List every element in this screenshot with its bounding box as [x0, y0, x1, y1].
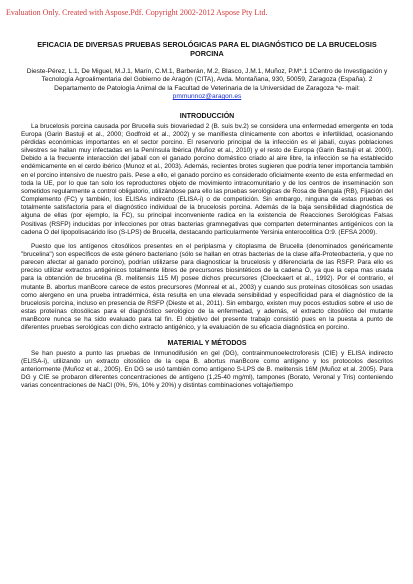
intro-heading: INTRODUCCIÓN [179, 112, 235, 120]
contact-email-link[interactable]: pmmunnoz@aragon.es [172, 93, 242, 101]
intro-paragraph-1: La brucelosis porcina causada por Brucella suis biovariedad 2 (B. suis bv.2) se considera una enfermedad emergente en toda Europa (Garin Bastuji et al., 2000; Godfroid et al., 2002) y se manifiesta clínicamente con abortos e infertilidad, ocasionando pérdidas económicas importantes en el sector porcino. El reservorio principal de la infección es el jabalí, cuyas poblaciones silvestres se hallan muy infectadas en la Península Ibérica (Muñoz et al., 2010) y el resto de Europa (Garin Bastuji et al. 2000). Debido a la frecuente interacción del jabalí con el ganado porcino doméstico criado al aire libre, la infección se ha establecido endémicamente en el cerdo ibérico (Munoz et al., 2003). Además, recientes brotes sugieren que podría tener importancia también en el porcino intensivo de nuestro país. Pese a ello, el ganado porcino es considerado oficialmente exento de esta enfermedad en toda la UE, por lo que tan solo los reproductores objeto de movimiento intracomunitario y de los centros de inseminación son sometidos regularmente a control obligatorio, utilizándose para ello las pruebas serológicas de Rosa de Bengala (RB), Fijación del Complemento (FC) y también, los ELISAs indirecto (ELISA-i) o de competición. Sin embargo, ninguna de estas pruebas es totalmente satisfactoria para el diagnóstico individual de la brucelosis porcina. Además de la baja sensibilidad diagnóstica de alguna de ellas (por ejemplo, la FC), su principal inconveniente radica en la existencia de Reacciones Serológicas Falsas Positivas (RSFP) inducidas por infecciones por otras bacterias gramnegativas que comparten determinantes antigénicos con la cadena O del lipopolisacárido liso (S-LPS) de Brucella, destacando particularmente Yersinia enterocolitica O:9. (EFSA 2009). [21, 122, 393, 236]
paper-title: EFICACIA DE DIVERSAS PRUEBAS SEROLÓGICAS PARA EL DIAGNÓSTICO DE LA BRUCELOSIS PORCINA [37, 40, 377, 58]
document-page [21, 40, 393, 390]
methods-heading: MATERIAL Y MÉTODOS [167, 339, 247, 347]
methods-paragraph-1: Se han puesto a punto las pruebas de Inmunodifusión en gel (DG), contrainmunoelectroforesis (CIE) y ELISA indirecto (ELISA-i), utilizando un extracto citosólico de la cepa B. abortus manBcore como antígeno y los protocolos descritos anteriormente (Muñoz et al., 2005). En DG se usó también como antígeno S-LPS de B. melitensis 16M (Muñoz et al. 2005). Para DG y CIE se probaron diferentes concentraciones de antígeno (1,25-40 mg/ml), tampones (Borato, Veronal y Tris) conteniendo varias concentraciones de NaCl (0%, 5%, 10% y 20%) y distintas combinaciones voltaje/tiempo [21, 349, 393, 390]
intro-paragraph-2: Puesto que los antígenos citosólicos presentes en el periplasma y citoplasma de Brucella (denominados genéricamente "brucelina") son específicos de este género bacteriano (sólo se hallan en otras bacterias de la clase alfa-Proteobacteria, y que no parecen afectar al ganado porcino), podrían utilizarse para diagnosticar la brucelosis y diferenciarla de las RSFP. Para ello es preciso utilizar extractos antigénicos totalmente libres de precursores biosintéticos de la cadena O, ya que la cepa mas usada para la obtención de brucelina (B. melitensis 115 M) posee dichos precursores (Cloeckaert et al., 1992). Por el contrario, el mutante B. abortus manBcore carece de estos precursores (Monreal et al., 2003) y cuando sus proteínas citosólicas son usadas como alergeno en una prueba intradérmica, ésta resulta en una elevada sensibilidad y especificidad para el diagnóstico de la brucelosis porcina, incluso en presencia de RSFP (Dieste et al., 2011). Sin embargo, existen muy pocos estudios sobre el uso de estas proteínas citosólicas para el diagnóstico serológico de la enfermedad, y además, el extracto citosólico del mutante manBcore nunca se ha sido evaluado para tal fin. El objetivo del presente trabajo consistió pues en la puesta a punto de diferentes pruebas serológicas con dicho extracto antigénico, y la evaluación de su eficacia diagnóstica en porcino. [21, 242, 393, 332]
authors-affiliations: Dieste-Pérez, L.1, De Miguel, M.J.1, Marín, C.M.1, Barberán, M.2, Blasco, J.M.1, Muñoz, P.M*.1 1Centro de Investigación y Tecnología Agroalimentaria del Gobierno de Aragón (CITA), Avda. Montañana, 930, 50059, Zaragoza (España). 2 Departamento de Patología Animal de la Facultad de Veterinaria de la Universidad de Zaragoza *e- mail: [26, 68, 388, 92]
watermark-text: Evaluation Only. Created with Aspose.Pdf. Copyright 2002-2012 Aspose Pty Ltd. [6, 8, 268, 17]
